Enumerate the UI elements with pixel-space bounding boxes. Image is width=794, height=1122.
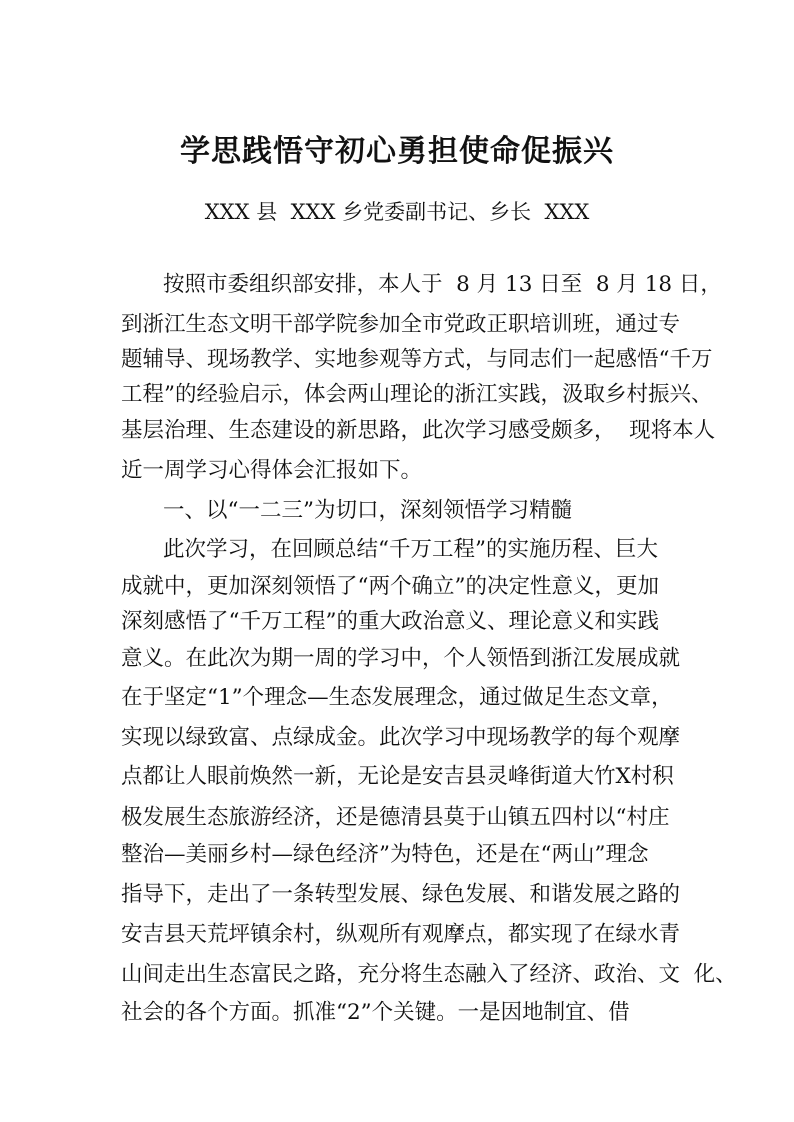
document-title: 学思践悟守初心勇担使命促振兴 — [180, 134, 614, 169]
paragraph-line: 指导下，走出了一条转型发展、绿色发展、和谐发展之路的 — [121, 882, 681, 907]
paragraph-line: 题辅导、现场教学、实地参观等方式，与同志们一起感悟“千万 — [121, 347, 713, 372]
paragraph-line: 工程”的经验启示，体会两山理论的浙江实践，汲取乡村振兴、 — [121, 382, 713, 407]
paragraph-line: 成就中，更加深刻领悟了“两个确立”的决定性意义，更加 — [121, 574, 659, 599]
section-heading: 一、以“一二三”为切口，深刻领悟学习精髓 — [163, 498, 572, 523]
paragraph-line: 安吉县天荒坪镇余村，纵观所有观摩点，都实现了在绿水青 — [121, 922, 681, 947]
paragraph-line: 深刻感悟了“千万工程”的重大政治意义、理论意义和实践 — [121, 609, 659, 634]
paragraph-line: 山间走出生态富民之路，充分将生态融入了经济、政治、文 化、 — [121, 962, 737, 987]
paragraph-line: 意义。在此次为期一周的学习中，个人领悟到浙江发展成就 — [121, 646, 681, 671]
paragraph-line: 近一周学习心得体会汇报如下。 — [121, 458, 423, 483]
paragraph-line: 在于坚定“1”个理念—生态发展理念，通过做足生态文章， — [121, 685, 673, 710]
paragraph-line: 到浙江生态文明干部学院参加全市党政正职培训班，通过专 — [121, 312, 681, 337]
paragraph-line: 此次学习，在回顾总结“千万工程”的实施历程、巨大 — [163, 537, 658, 562]
paragraph-line: 基层治理、生态建设的新思路，此次学习感受颇多， 现将本人 — [121, 418, 716, 443]
paragraph-line: 点都让人眼前焕然一新，无论是安吉县灵峰街道大竹X村积 — [121, 764, 674, 789]
paragraph-line: 整治—美丽乡村—绿色经济”为特色，还是在“两山”理念 — [121, 842, 649, 867]
paragraph-line: 极发展生态旅游经济，还是德清县莫于山镇五四村以“村庄 — [121, 805, 670, 830]
paragraph-line: 社会的各个方面。抓准“2”个关键。一是因地制宜、借 — [121, 1000, 630, 1025]
paragraph-line: 按照市委组织部安排，本人于 8 月 13 日至 8 月 18 日， — [163, 272, 722, 297]
document-author: XXX 县 XXX 乡党委副书记、乡长 XXX — [204, 200, 590, 224]
paragraph-line: 实现以绿致富、点绿成金。此次学习中现场教学的每个观摩 — [121, 725, 681, 750]
